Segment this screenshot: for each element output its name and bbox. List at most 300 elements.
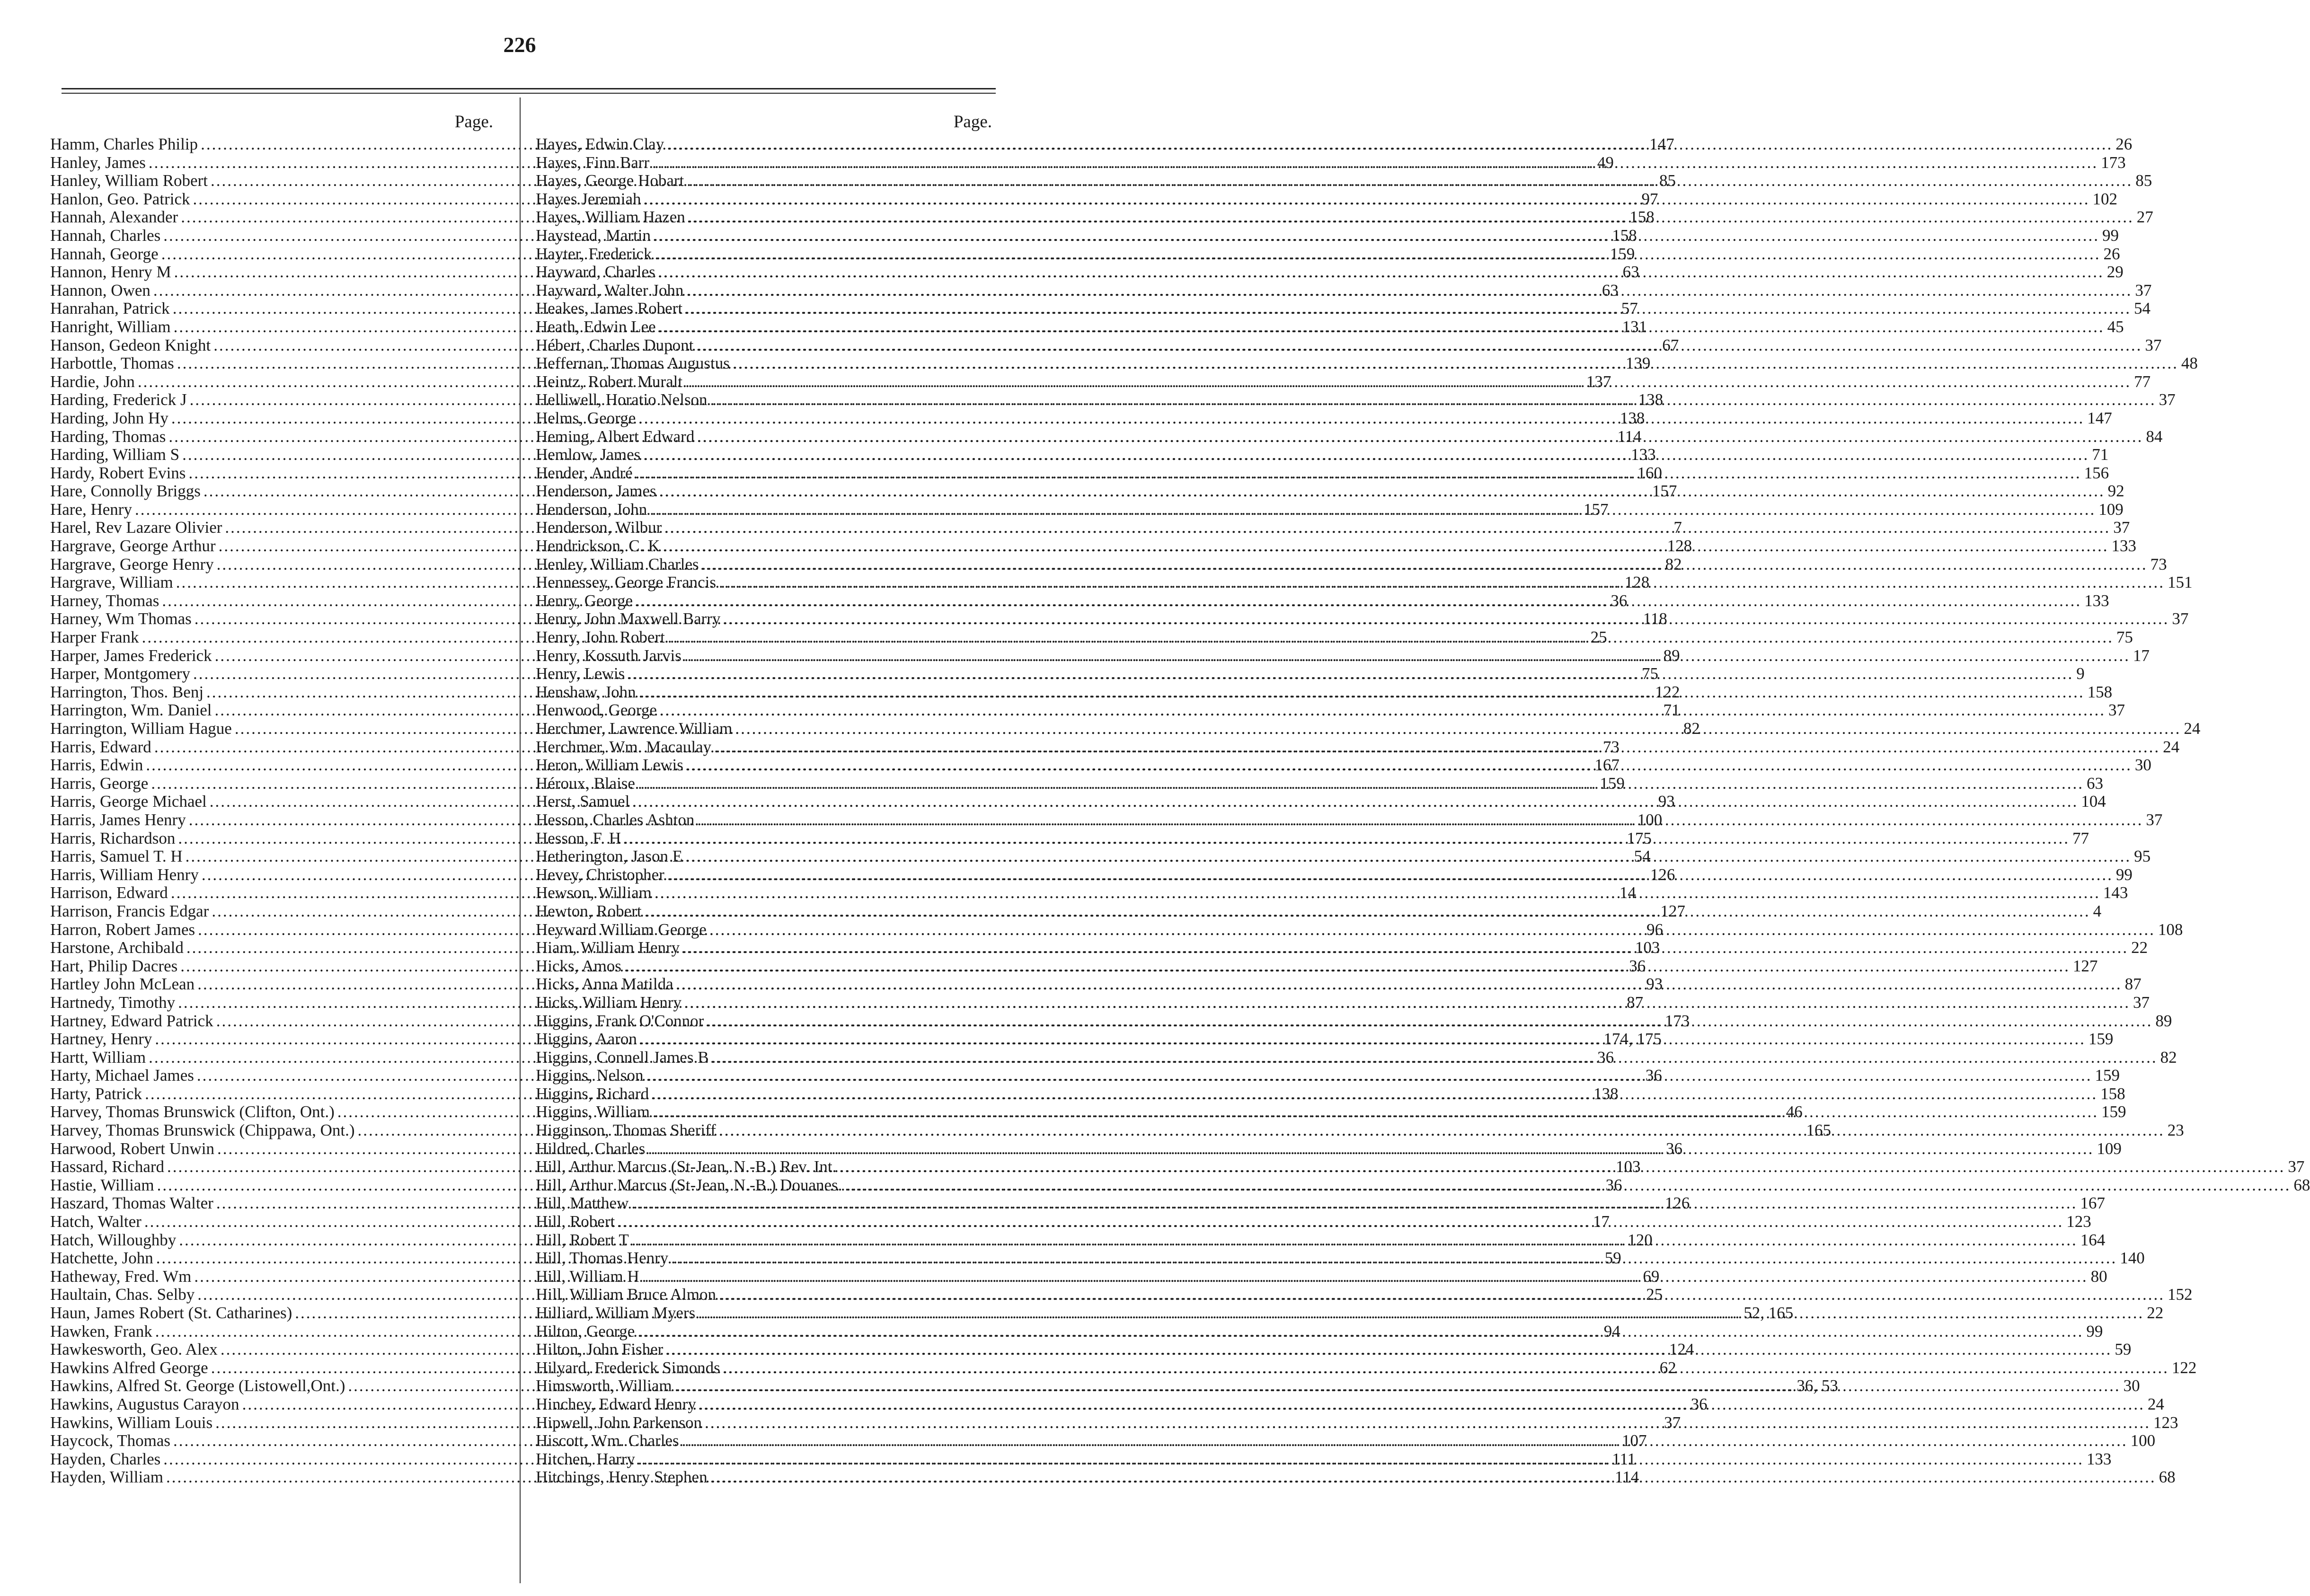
header-rule-thin	[62, 93, 996, 94]
dot-leader	[705, 1414, 2151, 1432]
entry-name: Hiam, William Henry	[536, 938, 680, 957]
entry-name: Hilliard, William Myers	[536, 1304, 696, 1322]
entry-page-number: 102	[2092, 189, 2118, 208]
entry-name: Harrison, Edward	[50, 883, 168, 902]
entry-page-number: 133	[2084, 591, 2109, 610]
entry-name: Harper Frank	[50, 628, 139, 647]
entry-page-number: 93	[1658, 792, 1675, 811]
dot-leader	[685, 373, 2131, 391]
dot-leader	[735, 720, 2181, 738]
entry-name: Heffernan, Thomas Augustus	[536, 354, 730, 373]
entry-name: Henderson, James	[536, 482, 656, 501]
entry-page-number: 138	[1638, 390, 1664, 409]
entry-page-number: 59	[1604, 1249, 1621, 1268]
entry-name: Hannon, Owen	[50, 281, 150, 300]
dot-leader	[723, 610, 2169, 628]
dot-leader	[666, 1340, 2112, 1359]
entry-page-number: 118	[1643, 609, 1667, 628]
entry-page-number: 22	[2147, 1304, 2164, 1322]
entry-page-number: 175	[1627, 829, 1652, 847]
dot-leader	[702, 556, 2148, 574]
entry-name: Hilton, John Fisher	[536, 1340, 664, 1359]
entry-page-number: 87	[1627, 993, 1644, 1012]
entry-name: Hesson, Charles Ashton	[536, 810, 695, 829]
entry-name: Hayter, Frederick	[536, 244, 652, 263]
entry-name: Hayes, Finn Barr	[536, 153, 650, 172]
index-entry	[536, 883, 2128, 902]
entry-name: Harding, Thomas	[50, 427, 166, 446]
dot-leader	[636, 464, 2081, 483]
entry-page-number: 85	[1659, 171, 1676, 190]
dot-leader	[643, 446, 2089, 464]
entry-name: Henry, Lewis	[536, 664, 625, 683]
dot-leader	[685, 847, 2131, 866]
page-heading-label: Page.	[454, 112, 493, 132]
entry-page-number: 25	[1590, 628, 1607, 647]
entry-name: Hilton, George	[536, 1322, 635, 1340]
entry-name: Haystead, Martin	[536, 226, 651, 245]
entry-name: Hewson, William	[536, 883, 652, 902]
entry-page-number: 24	[2147, 1394, 2164, 1413]
entry-page-number: 92	[2107, 482, 2124, 501]
dot-leader	[632, 793, 2078, 811]
dot-leader	[696, 336, 2142, 355]
entry-name: Harty, Patrick	[50, 1084, 142, 1103]
entry-page-number: 63	[1622, 263, 1639, 282]
entry-name: Henry, John Maxwell Barry	[536, 609, 721, 628]
entry-page-number: 87	[2124, 975, 2142, 994]
entry-page-number: 36	[1690, 1394, 1708, 1413]
entry-page-number: 123	[2066, 1212, 2091, 1231]
entry-page-number: 36	[1645, 1066, 1662, 1085]
entry-page-number: 14	[1619, 883, 1636, 902]
entry-page-number: 89	[2155, 1011, 2172, 1030]
entry-page-number: 29	[2106, 263, 2124, 282]
entry-page-number: 94	[1603, 1322, 1620, 1340]
dot-leader	[685, 300, 2131, 318]
entry-name: Hewton, Robert	[536, 901, 642, 920]
entry-page-number: 54	[1634, 847, 1651, 866]
entry-name: Hawkins, Augustus Carayon	[50, 1394, 239, 1413]
entry-name: Hender, André	[536, 463, 633, 482]
entry-name: Haultain, Chas. Selby	[50, 1285, 195, 1304]
entry-name: Hannon, Henry M	[50, 263, 171, 282]
entry-page-number: 23	[2167, 1121, 2184, 1140]
right-column-heading	[536, 97, 992, 135]
entry-name: Higgins, William	[536, 1102, 650, 1121]
entry-page-number: 67	[1662, 335, 1679, 354]
entry-name: Higgins, Aaron	[536, 1030, 637, 1049]
entry-page-number: 109	[2098, 500, 2124, 519]
dot-leader	[660, 701, 2106, 720]
entry-page-number: 99	[2102, 226, 2119, 245]
dot-leader	[655, 245, 2100, 264]
entry-name: Harris, James Henry	[50, 810, 186, 829]
entry-page-number: 160	[1637, 463, 1662, 482]
entry-page-number: 73	[2150, 555, 2167, 573]
entry-name: Hicks, Amos	[536, 956, 621, 975]
entry-name: Hartt, William	[50, 1048, 146, 1067]
entry-name: Hassard, Richard	[50, 1157, 165, 1176]
entry-page-number: 24	[2163, 737, 2180, 756]
dot-leader	[642, 1268, 2088, 1286]
entry-page-number: 159	[2095, 1066, 2120, 1085]
dot-leader	[638, 409, 2084, 428]
entry-page-number: 159	[2088, 1030, 2114, 1049]
entry-page-number: 77	[2134, 372, 2151, 391]
entry-name: Hare, Henry	[50, 500, 132, 519]
entry-page-number: 95	[2134, 847, 2151, 866]
entry-name: Henry, Kossuth Jarvis	[536, 646, 681, 665]
entry-page-number: 114	[1617, 427, 1642, 446]
entry-name: Hatchette, John	[50, 1249, 153, 1268]
entry-page-number: 158	[1612, 226, 1637, 245]
entry-name: Henshaw, John	[536, 682, 636, 701]
entry-name: Hargrave, William	[50, 573, 173, 592]
dot-leader	[646, 1067, 2092, 1085]
entry-page-number: 26	[2115, 135, 2133, 153]
entry-page-number: 131	[1622, 317, 1647, 336]
entry-page-number: 71	[2092, 445, 2109, 464]
entry-page-number: 68	[2293, 1175, 2310, 1194]
entry-name: Hayes, George Hobart	[536, 171, 684, 190]
entry-name: Heyward William George	[536, 920, 707, 939]
entry-name: Helms, George	[536, 408, 636, 427]
entry-page-number: 158	[1629, 208, 1655, 227]
entry-name: Harrington, William Hague	[50, 719, 232, 738]
entry-page-number: 133	[2086, 1449, 2112, 1468]
entry-page-number: 80	[2090, 1267, 2107, 1286]
entry-page-number: 75	[2116, 628, 2133, 647]
dot-leader	[698, 1304, 2144, 1323]
entry-name: Henry, John Robert	[536, 628, 665, 647]
entry-name: Hardy, Robert Evins	[50, 463, 186, 482]
entry-name: Higgins, Nelson	[536, 1066, 644, 1085]
entry-name: Hayden, Charles	[50, 1449, 161, 1468]
entry-page-number: 37	[2108, 701, 2125, 720]
entry-page-number: 127	[2072, 956, 2098, 975]
entry-page-number: 128	[1667, 537, 1692, 556]
entry-name: Harrington, Thos. Benj	[50, 682, 204, 701]
entry-name: Harvey, Thomas Brunswick (Chippawa, Ont.)	[50, 1121, 355, 1140]
entry-name: Harney, Wm Thomas	[50, 609, 192, 628]
entry-page-number: 24	[2184, 719, 2201, 738]
entry-page-number: 159	[1610, 244, 1635, 263]
entry-name: Hébert, Charles Dupont	[536, 335, 694, 354]
dot-leader	[644, 190, 2090, 209]
dot-leader	[659, 318, 2105, 336]
entry-name: Hargrave, George Henry	[50, 555, 214, 573]
dot-leader	[839, 1158, 2285, 1176]
entry-page-number: 122	[2171, 1358, 2197, 1377]
entry-page-number: 156	[2084, 463, 2109, 482]
entry-name: Hennessey, George Francis	[536, 573, 717, 592]
entry-name: Harris, Edward	[50, 737, 151, 756]
entry-page-number: 27	[2136, 208, 2153, 227]
entry-page-number: 36	[1597, 1048, 1614, 1067]
entry-name: Henry, George	[536, 591, 633, 610]
entry-page-number: 139	[1625, 354, 1651, 373]
entry-name: Hill, Robert T	[536, 1230, 629, 1249]
entry-name: Harron, Robert James	[50, 920, 195, 939]
entry-name: Heintz, Robert Muralt	[536, 372, 683, 391]
entry-name: Helliwell, Horatio Nelson	[536, 390, 708, 409]
entry-name: Hesson, F. H	[536, 829, 621, 847]
dot-leader	[640, 1030, 2086, 1049]
entry-name: Hanlon, Geo. Patrick	[50, 189, 190, 208]
entry-name: Harper, James Frederick	[50, 646, 212, 665]
entry-page-number: 167	[1594, 756, 1620, 775]
entry-name: Hill, William Bruce Almon	[536, 1285, 716, 1304]
dot-leader	[733, 354, 2178, 373]
entry-page-number: 127	[1660, 901, 1685, 920]
dot-leader	[687, 172, 2133, 190]
dot-leader	[632, 1231, 2078, 1250]
dot-leader	[676, 975, 2122, 994]
entry-name: Hastie, William	[50, 1175, 154, 1194]
entry-page-number: 167	[2080, 1194, 2105, 1213]
entry-page-number: 73	[1602, 737, 1620, 756]
entry-name: Harris, Samuel T. H	[50, 847, 183, 866]
entry-page-number: 82	[1683, 719, 1700, 738]
dot-leader	[675, 1377, 2121, 1395]
entry-name: Hart, Philip Dacres	[50, 956, 178, 975]
dot-leader	[714, 738, 2160, 757]
entry-name: Hayward, Charles	[536, 263, 655, 282]
entry-name: Heming, Albert Edward	[536, 427, 695, 446]
entry-name: Heron, William Lewis	[536, 756, 683, 775]
entry-page-number: 36	[1605, 1175, 1622, 1194]
entry-page-number: 126	[1650, 865, 1675, 884]
entry-page-number: 138	[1620, 408, 1645, 427]
entry-page-number: 46	[1786, 1102, 1803, 1121]
entry-name: Hanson, Gedeon Knight	[50, 335, 211, 354]
entry-page-number: 37	[2113, 518, 2130, 537]
dot-leader	[719, 573, 2165, 592]
entry-page-number: 164	[2080, 1230, 2106, 1249]
dot-leader	[710, 1468, 2156, 1487]
entry-name: Hayden, William	[50, 1468, 164, 1487]
dot-leader	[668, 628, 2114, 647]
header-rule	[62, 88, 996, 89]
entry-page-number: 126	[1664, 1194, 1690, 1213]
entry-page-number: 158	[2087, 682, 2113, 701]
entry-name: Hanright, William	[50, 317, 171, 336]
entry-name: Harding, John Hy	[50, 408, 168, 427]
entry-name: Hitchen, Harry	[536, 1449, 635, 1468]
dot-leader	[654, 227, 2099, 245]
entry-page-number: 173	[1664, 1011, 1690, 1030]
entry-page-number: 100	[1637, 810, 1663, 829]
entry-page-number: 138	[1593, 1084, 1619, 1103]
dot-leader	[710, 391, 2156, 409]
entry-page-number: 114	[1615, 1468, 1639, 1487]
entry-name: Hatheway, Fred. Wm	[50, 1267, 192, 1286]
entry-page-number: 104	[2081, 792, 2106, 811]
entry-name: Harbottle, Thomas	[50, 354, 174, 373]
entry-name: Hill, William H	[536, 1267, 639, 1286]
entry-page-number: 128	[1624, 573, 1650, 592]
entry-page-number: 103	[1616, 1157, 1641, 1176]
entry-page-number: 165	[1806, 1121, 1831, 1140]
entry-name: Harris, Richardson	[50, 829, 176, 847]
entry-name: Higginson, Thomas Sheriff	[536, 1121, 716, 1140]
entry-page-number: 99	[2086, 1322, 2103, 1340]
entry-name: Harding, Frederick J	[50, 390, 187, 409]
entry-name: Hicks, William Henry	[536, 993, 682, 1012]
entry-name: Harty, Michael James	[50, 1066, 194, 1085]
entry-name: Hilyard, Frederick Simonds	[536, 1358, 720, 1377]
entry-name: Herst, Samuel	[536, 792, 630, 811]
entry-page-number: 37	[1664, 1413, 1681, 1432]
dot-leader	[719, 1121, 2165, 1140]
entry-name: Hayes, Edwin Clay	[536, 135, 664, 153]
entry-page-number: 82	[1665, 555, 1682, 573]
entry-name: Henderson, John	[536, 500, 647, 519]
entry-name: Hinchey, Edward Henry	[536, 1394, 696, 1413]
entry-page-number: 89	[1663, 646, 1680, 665]
entry-page-number: 36	[1629, 956, 1646, 975]
dot-leader	[637, 1323, 2083, 1341]
entry-page-number: 147	[2087, 408, 2112, 427]
entry-page-number: 59	[2115, 1340, 2132, 1359]
dot-leader	[684, 647, 2130, 665]
entry-page-number: 36, 53	[1797, 1376, 1838, 1395]
entry-name: Hayes Jeremiah	[536, 189, 641, 208]
dot-leader	[671, 1249, 2117, 1268]
entry-page-number: 48	[2181, 354, 2198, 373]
entry-page-number: 37	[2135, 281, 2152, 300]
entry-page-number: 37	[2133, 993, 2150, 1012]
entry-page-number: 37	[2159, 390, 2176, 409]
entry-page-number: 37	[2146, 810, 2163, 829]
entry-name: Hill, Robert	[536, 1212, 615, 1231]
dot-leader	[686, 282, 2132, 300]
entry-page-number: 137	[1586, 372, 1611, 391]
entry-name: Hatch, Walter	[50, 1212, 142, 1231]
index-entry	[536, 518, 2130, 537]
entry-name: Hetherington, Jason E	[536, 847, 683, 866]
entry-page-number: 25	[1646, 1285, 1663, 1304]
entry-name: Harwood, Robert Unwin	[50, 1139, 215, 1158]
entry-page-number: 36	[1611, 591, 1628, 610]
entry-page-number: 63	[2086, 774, 2103, 793]
entry-name: Higgins, Frank O'Connor	[536, 1011, 704, 1030]
entry-page-number: 26	[2103, 244, 2120, 263]
entry-page-number: 37	[2288, 1157, 2305, 1176]
entry-page-number: 17	[1593, 1212, 1610, 1231]
entry-name: Higgins, Richard	[536, 1084, 649, 1103]
dot-leader	[707, 1012, 2152, 1031]
dot-leader	[667, 135, 2113, 154]
dot-leader	[686, 756, 2132, 775]
entry-name: Hemlow, James	[536, 445, 641, 464]
entry-name: Hartnedy, Timothy	[50, 993, 176, 1012]
entry-name: Hevey, Christopher	[536, 865, 664, 884]
entry-name: Hawken, Frank	[50, 1322, 152, 1340]
entry-name: Hanrahan, Patrick	[50, 299, 170, 318]
entry-page-number: 30	[2123, 1376, 2140, 1395]
column-divider	[520, 97, 521, 1583]
entry-page-number: 140	[2120, 1249, 2145, 1268]
entry-page-number: 159	[2101, 1102, 2126, 1121]
index-entry	[536, 171, 2152, 190]
page-heading-label: Page.	[953, 112, 992, 132]
entry-name: Harrington, Wm. Daniel	[50, 701, 212, 720]
entry-name: Harvey, Thomas Brunswick (Clifton, Ont.)	[50, 1102, 335, 1121]
entry-name: Hanley, William Robert	[50, 171, 208, 190]
entry-page-number: 77	[2072, 829, 2089, 847]
dot-leader	[699, 1395, 2145, 1414]
page-number: 226	[503, 33, 536, 57]
entry-name: Haszard, Thomas Walter	[50, 1194, 213, 1213]
entry-page-number: 157	[1652, 482, 1677, 501]
entry-name: Heath, Edwin Lee	[536, 317, 656, 336]
entry-page-number: 96	[1646, 920, 1664, 939]
entry-page-number: 30	[2134, 756, 2151, 775]
entry-page-number: 103	[1635, 938, 1660, 957]
entry-name: Heakes, James Robert	[536, 299, 683, 318]
entry-name: Harris, William Henry	[50, 865, 199, 884]
entry-name: Hannah, Charles	[50, 226, 161, 245]
entry-page-number: 4	[2093, 901, 2102, 920]
entry-name: Hartley John McLean	[50, 975, 195, 994]
dot-leader	[653, 1103, 2098, 1121]
entry-name: Hendrickson, C. K	[536, 537, 660, 556]
dot-leader	[645, 902, 2090, 921]
entry-page-number: 107	[1622, 1431, 1647, 1450]
entry-name: Himsworth, William	[536, 1376, 672, 1395]
entry-page-number: 174, 175	[1603, 1030, 1662, 1049]
entry-page-number: 124	[1669, 1340, 1694, 1359]
entry-name: Hicks, Anna Matilda	[536, 975, 673, 994]
entry-page-number: 152	[2167, 1285, 2193, 1304]
dot-leader	[655, 884, 2100, 902]
entry-name: Harel, Rev Lazare Olivier	[50, 518, 222, 537]
entry-page-number: 57	[1621, 299, 1638, 318]
entry-page-number: 62	[1659, 1358, 1676, 1377]
dot-leader	[682, 939, 2128, 957]
entry-page-number: 9	[2076, 664, 2085, 683]
entry-name: Hartney, Henry	[50, 1030, 152, 1049]
entry-page-number: 17	[2133, 646, 2150, 665]
entry-name: Haycock, Thomas	[50, 1431, 171, 1450]
entry-name: Hiscott, Wm. Charles	[536, 1431, 679, 1450]
entry-page-number: 85	[2135, 171, 2152, 190]
dot-leader	[658, 263, 2104, 282]
entry-name: Hannah, George	[50, 244, 159, 263]
dot-leader	[723, 1359, 2169, 1377]
dot-leader	[618, 1213, 2063, 1231]
entry-page-number: 71	[1663, 701, 1680, 720]
dot-leader	[667, 866, 2113, 884]
entry-name: Hargrave, George Arthur	[50, 537, 216, 556]
entry-name: Hildred, Charles	[536, 1139, 646, 1158]
entry-page-number: 99	[2115, 865, 2133, 884]
dot-leader	[712, 1049, 2158, 1067]
entry-name: Herchmer, Lawrence William	[536, 719, 733, 738]
dot-leader	[663, 537, 2108, 556]
entry-name: Hayes, William Hazen	[536, 208, 685, 227]
dot-leader	[845, 1176, 2291, 1195]
entry-name: Henley, William Charles	[536, 555, 699, 573]
entry-page-number: 108	[2158, 920, 2183, 939]
dot-leader	[652, 154, 2098, 172]
entry-page-number: 36	[1666, 1139, 1683, 1158]
entry-name: Hill, Arthur Marcus (St-Jean, N.-B.) Douanes.	[536, 1175, 842, 1194]
entry-page-number: 22	[2131, 938, 2148, 957]
dot-leader	[624, 829, 2070, 848]
